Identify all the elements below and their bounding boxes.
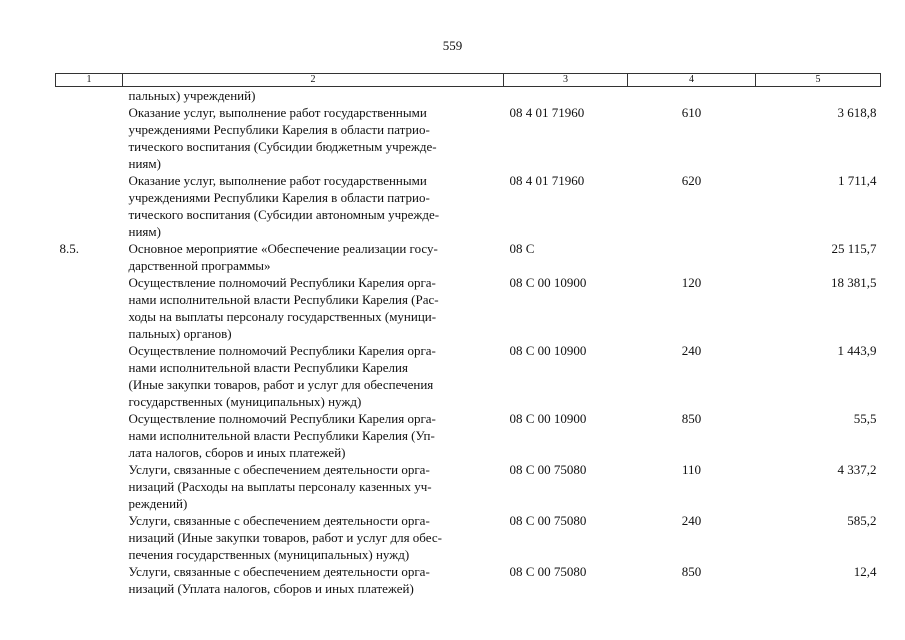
description-line: учреждениями Республики Карелия в области патрио- xyxy=(128,190,430,205)
description-cell xyxy=(123,461,504,512)
amount-cell: 585,2 xyxy=(847,513,877,528)
description-line: Основное мероприятие «Обеспечение реализации госу- xyxy=(128,241,438,256)
table-row xyxy=(56,461,881,512)
header-col-4: 4 xyxy=(628,74,756,87)
table-row xyxy=(56,512,881,563)
description-line: Услуги, связанные с обеспечением деятельности орга- xyxy=(128,462,430,477)
classification-code-cell: 08 С xyxy=(509,241,535,256)
description-line: пальных) учреждений) xyxy=(128,88,256,103)
table-row xyxy=(56,563,881,597)
page-number: 559 xyxy=(442,38,463,53)
description-line: нами исполнительной власти Республики Карелия (Рас- xyxy=(128,292,439,307)
table-row xyxy=(56,87,881,105)
amount-cell: 25 115,7 xyxy=(831,241,877,256)
row-number-cell xyxy=(56,410,123,461)
description-cell xyxy=(123,342,504,410)
description-line: печения государственных (муниципальных) нужд) xyxy=(128,547,410,562)
classification-code-cell: 08 С 00 75080 xyxy=(509,462,587,477)
description-cell xyxy=(123,104,504,172)
expense-type-cell: 240 xyxy=(681,513,702,528)
expense-type-cell: 120 xyxy=(681,275,702,290)
description-cell xyxy=(123,563,504,597)
description-cell xyxy=(123,240,504,274)
expense-type-cell: 850 xyxy=(681,564,702,579)
amount-cell: 55,5 xyxy=(853,411,877,426)
description-line: Оказание услуг, выполнение работ государственными xyxy=(128,173,427,188)
table-row xyxy=(56,104,881,172)
classification-code-cell xyxy=(504,87,628,105)
expense-type-cell: 850 xyxy=(681,411,702,426)
description-line: реждений) xyxy=(128,496,188,511)
description-line: государственных (муниципальных) нужд) xyxy=(128,394,362,409)
row-number-cell xyxy=(56,461,123,512)
description-line: ниям) xyxy=(128,156,161,171)
classification-code-cell: 08 С 00 10900 xyxy=(509,275,587,290)
row-number-cell xyxy=(56,563,123,597)
classification-code-cell: 08 С 00 10900 xyxy=(509,411,587,426)
amount-cell: 1 443,9 xyxy=(837,343,877,358)
expense-type-cell: 240 xyxy=(681,343,702,358)
description-line: низаций (Уплата налогов, сборов и иных платежей) xyxy=(128,581,414,596)
header-col-3: 3 xyxy=(504,74,628,87)
header-col-1: 1 xyxy=(56,74,123,87)
header-col-5: 5 xyxy=(756,74,881,87)
row-number-cell xyxy=(56,342,123,410)
description-line: тического воспитания (Субсидии бюджетным учрежде- xyxy=(128,139,437,154)
description-cell xyxy=(123,172,504,240)
description-line: низаций (Расходы на выплаты персоналу казенных уч- xyxy=(128,479,432,494)
description-line: тического воспитания (Субсидии автономным учрежде- xyxy=(128,207,440,222)
classification-code-cell: 08 С 00 75080 xyxy=(509,513,587,528)
table-header xyxy=(56,74,881,87)
row-number-cell xyxy=(56,172,123,240)
row-number-cell xyxy=(56,87,123,105)
description-line: учреждениями Республики Карелия в области патрио- xyxy=(128,122,430,137)
table-row xyxy=(56,240,881,274)
expense-type-cell: 110 xyxy=(681,462,702,477)
description-line: нами исполнительной власти Республики Карелия xyxy=(128,360,408,375)
description-line: Осуществление полномочий Республики Карелия орга- xyxy=(128,411,436,426)
description-line: низаций (Иные закупки товаров, работ и услуг для обес- xyxy=(128,530,442,545)
description-line: (Иные закупки товаров, работ и услуг для обеспечения xyxy=(128,377,434,392)
row-number-cell xyxy=(56,274,123,342)
description-cell xyxy=(123,87,504,105)
header-col-2: 2 xyxy=(123,74,504,87)
classification-code-cell: 08 С 00 75080 xyxy=(509,564,587,579)
expense-type-cell xyxy=(628,87,756,105)
classification-code-cell: 08 4 01 71960 xyxy=(509,173,585,188)
budget-table xyxy=(55,73,881,597)
classification-code-cell: 08 С 00 10900 xyxy=(509,343,587,358)
amount-cell: 4 337,2 xyxy=(837,462,877,477)
amount-cell xyxy=(756,87,881,105)
header-row xyxy=(56,74,881,87)
expense-type-cell: 620 xyxy=(681,173,702,188)
description-line: нами исполнительной власти Республики Карелия (Уп- xyxy=(128,428,435,443)
classification-code-cell: 08 4 01 71960 xyxy=(509,105,585,120)
row-number-cell: 8.5. xyxy=(59,241,79,256)
row-number-cell xyxy=(56,104,123,172)
description-cell xyxy=(123,274,504,342)
description-line: ниям) xyxy=(128,224,161,239)
amount-cell: 1 711,4 xyxy=(837,173,877,188)
description-line: Оказание услуг, выполнение работ государственными xyxy=(128,105,427,120)
amount-cell: 12,4 xyxy=(853,564,877,579)
description-line: Услуги, связанные с обеспечением деятельности орга- xyxy=(128,513,430,528)
description-line: Осуществление полномочий Республики Карелия орга- xyxy=(128,275,436,290)
table-body xyxy=(56,87,881,598)
description-line: Осуществление полномочий Республики Карелия орга- xyxy=(128,343,436,358)
description-cell xyxy=(123,410,504,461)
amount-cell: 3 618,8 xyxy=(837,105,877,120)
table-row xyxy=(56,410,881,461)
row-number-cell xyxy=(56,512,123,563)
amount-cell: 18 381,5 xyxy=(831,275,877,290)
table-row xyxy=(56,274,881,342)
expense-type-cell xyxy=(628,240,756,274)
description-line: лата налогов, сборов и иных платежей) xyxy=(128,445,346,460)
expense-type-cell: 610 xyxy=(681,105,702,120)
description-cell xyxy=(123,512,504,563)
table-row xyxy=(56,172,881,240)
table-row xyxy=(56,342,881,410)
description-line: ходы на выплаты персоналу государственных (муници- xyxy=(128,309,437,324)
description-line: пальных) органов) xyxy=(128,326,232,341)
description-line: Услуги, связанные с обеспечением деятельности орга- xyxy=(128,564,430,579)
description-line: дарственной программы» xyxy=(128,258,271,273)
